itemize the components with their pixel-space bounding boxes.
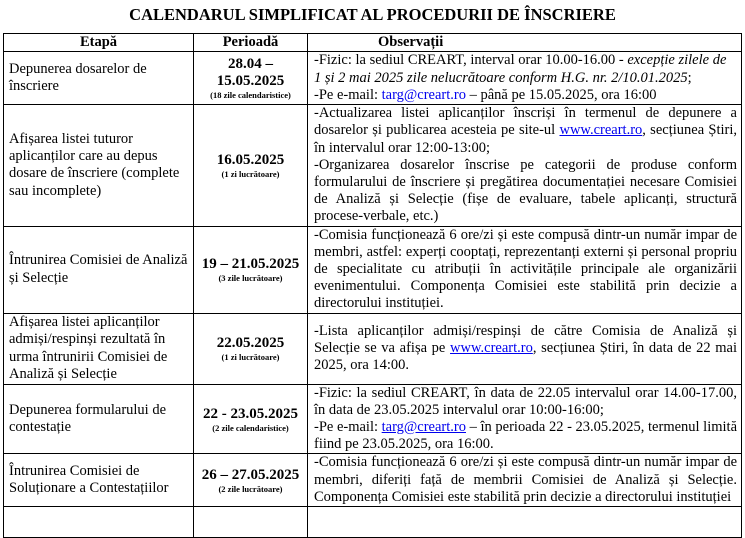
period-duration: (2 zile lucrătoare) bbox=[218, 483, 283, 494]
email-link[interactable]: targ@creart.ro bbox=[381, 86, 466, 103]
header-observatii: Observații bbox=[308, 34, 742, 52]
email-link[interactable]: targ@creart.ro bbox=[381, 419, 466, 436]
period-cell bbox=[194, 454, 308, 507]
stage-cell: Afișarea listei aplicanților admiși/respinși rezultată în urma întrunirii Comisiei de Analiză și Selecție bbox=[4, 313, 194, 384]
table-row bbox=[4, 105, 742, 226]
table-row bbox=[4, 52, 742, 105]
stage-cell: Afișarea listei tuturor aplicanților care au depus dosare de înscriere (complete sau incomplete) bbox=[4, 105, 194, 226]
observations-cell bbox=[308, 384, 742, 454]
period-cell bbox=[194, 105, 308, 226]
period-date: 22 - 23.05.2025 bbox=[203, 405, 298, 422]
obs-text: -Lista aplicanților admiși/respinși de către Comisia de Analiză și Selecție se va afișa pe bbox=[314, 322, 737, 357]
stage-cell: Întrunirea Comisiei de Soluționare a Contestațiilor bbox=[4, 454, 194, 507]
period-duration: (2 zile calendaristice) bbox=[212, 422, 289, 433]
obs-italic-text: excepție zilele de 1 și 2 mai 2025 zile nelucrătoare conform H.G. nr. 2/10.01.2025 bbox=[314, 52, 727, 86]
obs-text: ; bbox=[687, 69, 692, 86]
observations-cell bbox=[308, 226, 742, 313]
obs-text: -Organizarea dosarelor înscrise pe categorii de produse conform formularului de înscriere și pregătirea documentației necesare Comisiei de Analiză și Selecție (fișe de evaluare, tabele aplicanți, structură procese-verbale, etc.) bbox=[314, 156, 737, 225]
obs-text: -Fizic: la sediul CREART, în data de 22.05 intervalul orar 14.00-17.00, în data de 23.05.2025 intervalul orar 10:00-16:00; bbox=[314, 384, 737, 418]
obs-text: , secțiunea Știri, în intervalul orar 12:00-13:00; bbox=[314, 122, 738, 156]
obs-text: -Comisia funcționează 6 ore/zi și este compusă dintr-un număr impar de membri, diferiți față de membrii Comisiei de Analiză și Selecție. Componența Comisiei este stabilită prin decizie a directorului instituției bbox=[314, 454, 737, 505]
calendar-table bbox=[3, 33, 742, 538]
obs-text: -Actualizarea listei aplicanților înscriși în termenul de depunere a dosarelor și publicarea acesteia pe site-ul bbox=[314, 105, 737, 139]
website-link[interactable]: www.creart.ro bbox=[450, 340, 533, 357]
stage-cell: Întrunirea Comisiei de Analiză și Selecție bbox=[4, 226, 194, 313]
header-etapa: Etapă bbox=[4, 34, 194, 52]
obs-text: – în perioada 22 - 23.05.2025, termenul limită fiind pe 23.05.2025, ora 16:00. bbox=[314, 419, 738, 453]
period-cell bbox=[194, 384, 308, 454]
obs-text: -Pe e-mail: bbox=[314, 86, 382, 103]
stage-cell bbox=[4, 507, 194, 538]
website-link[interactable]: www.creart.ro bbox=[559, 122, 643, 139]
period-duration: (3 zile lucrătoare) bbox=[218, 273, 283, 284]
period-cell bbox=[194, 226, 308, 313]
table-header-row bbox=[4, 34, 742, 52]
period-date: 22.05.2025 bbox=[216, 335, 285, 352]
period-cell bbox=[194, 52, 308, 105]
obs-text: -Comisia funcționează 6 ore/zi și este compusă dintr-un număr impar de membri, astfel: experți cooptați, reprezentanți externi și personal propriu de specialitate cu atribuții în activitățile principale ale organizării evenimentului. Componența Comisiei este stabilită prin decizie a directorului instituției. bbox=[314, 226, 737, 312]
page-title: CALENDARUL SIMPLIFICAT AL PROCEDURII DE ÎNSCRIERE bbox=[129, 5, 616, 24]
period-duration: (18 zile calendaristice) bbox=[210, 90, 291, 101]
obs-text: , secțiunea Știri, în data de 22 mai 2025, ora 14:00. bbox=[314, 340, 737, 374]
observations-cell bbox=[308, 454, 742, 507]
period-duration: (1 zi lucrătoare) bbox=[221, 352, 280, 363]
obs-text: -Fizic: la sediul CREART, interval orar 10.00-16.00 - bbox=[314, 52, 628, 69]
observations-cell bbox=[308, 105, 742, 226]
stage-cell: Depunerea formularului de contestație bbox=[4, 384, 194, 454]
table-row-cut-off bbox=[4, 507, 742, 538]
table-row bbox=[4, 454, 742, 507]
table-row bbox=[4, 313, 742, 384]
period-date: 19 – 21.05.2025 bbox=[201, 256, 300, 273]
obs-text: – până pe 15.05.2025, ora 16:00 bbox=[466, 86, 657, 103]
period-cell bbox=[194, 507, 308, 538]
period-date: 26 – 27.05.2025 bbox=[201, 466, 300, 483]
period-cell bbox=[194, 313, 308, 384]
table-row bbox=[4, 226, 742, 313]
header-perioada: Perioadă bbox=[194, 34, 308, 52]
period-date: 15.05.2025 bbox=[216, 73, 285, 90]
period-date: 28.04 – bbox=[228, 56, 273, 73]
observations-cell bbox=[308, 313, 742, 384]
period-duration: (1 zi lucrătoare) bbox=[221, 168, 280, 179]
table-row bbox=[4, 384, 742, 454]
observations-cell bbox=[308, 52, 742, 105]
period-date: 16.05.2025 bbox=[216, 151, 285, 168]
observations-cell bbox=[308, 507, 742, 538]
obs-text: -Pe e-mail: bbox=[314, 419, 382, 436]
stage-cell: Depunerea dosarelor de înscriere bbox=[4, 52, 194, 105]
